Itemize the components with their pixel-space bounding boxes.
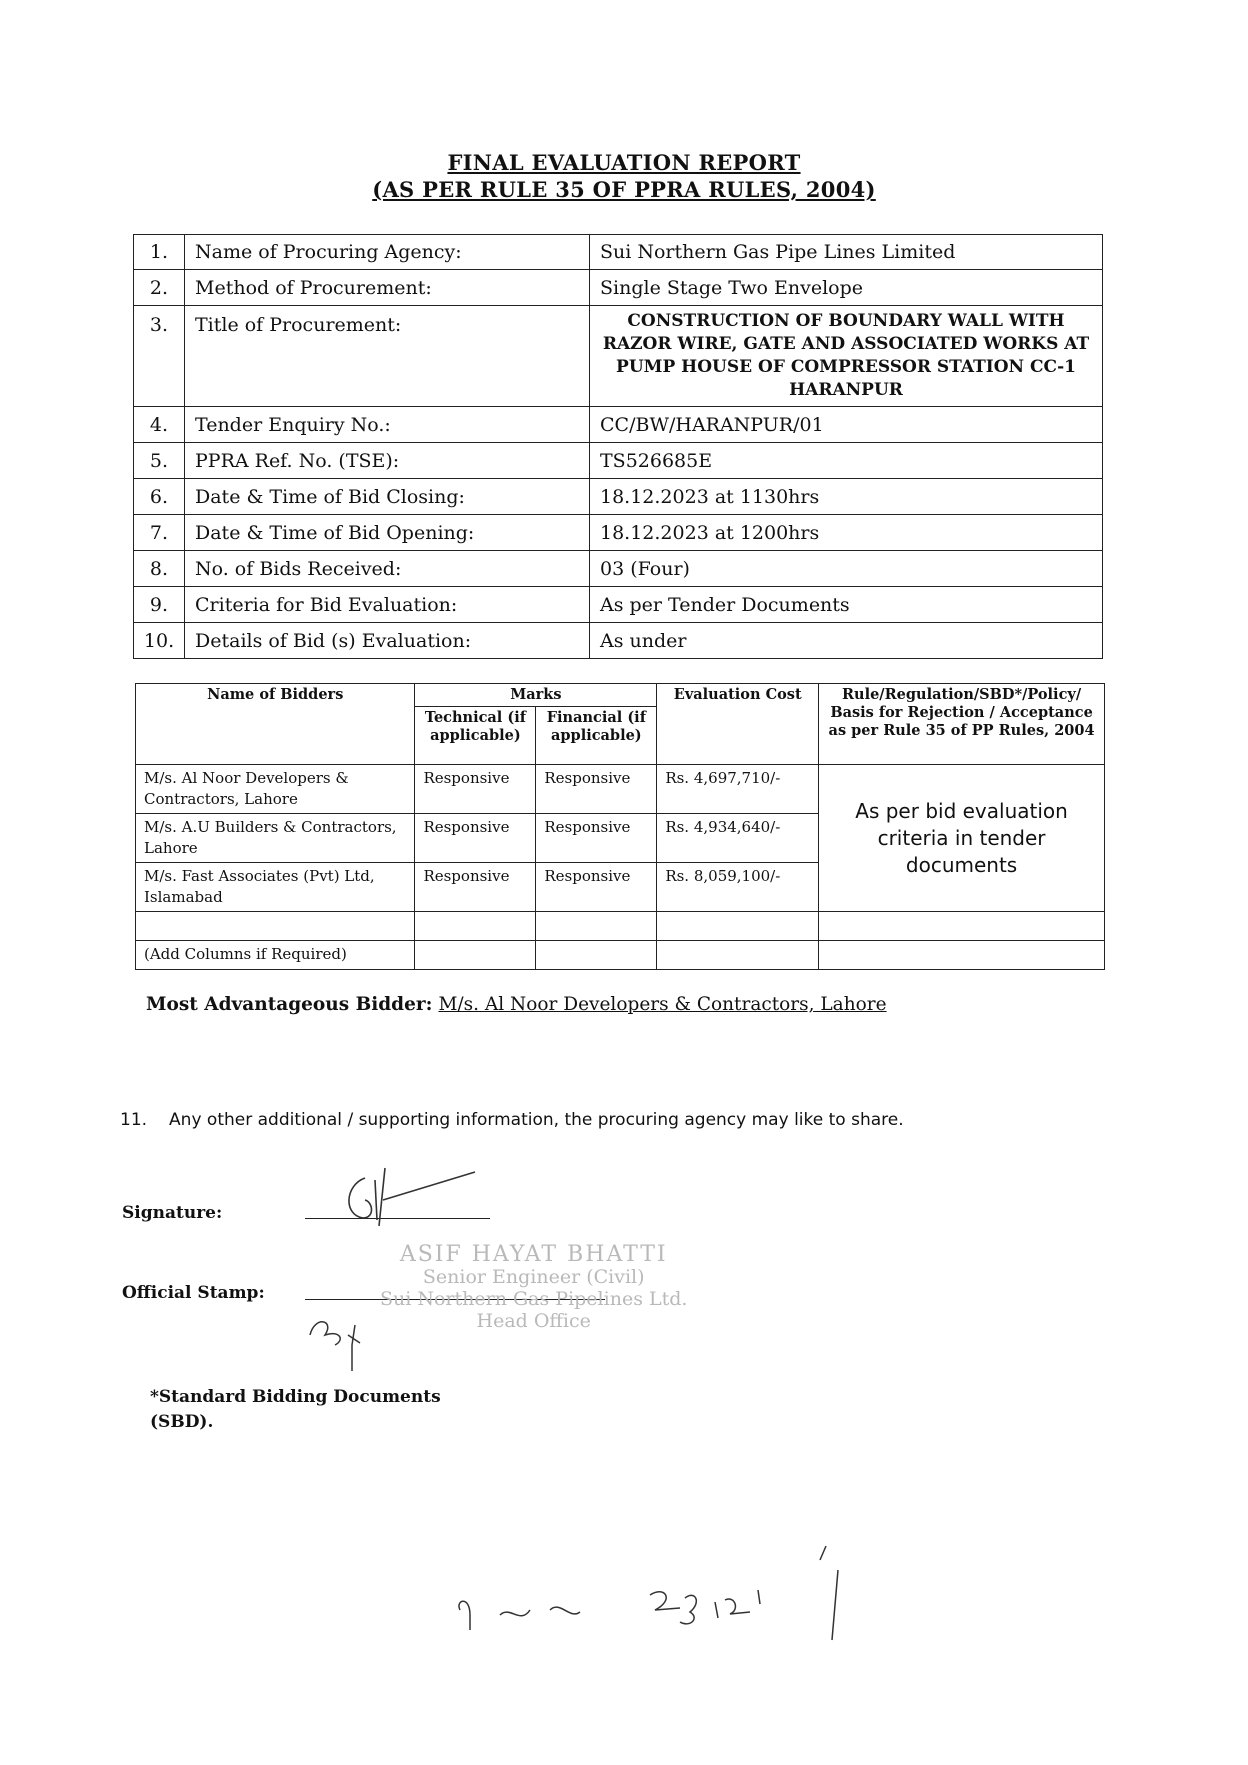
header-name-of-bidders: Name of Bidders (136, 684, 415, 765)
evaluation-cost: Rs. 8,059,100/- (657, 863, 819, 912)
field-value: 18.12.2023 at 1200hrs (590, 515, 1103, 551)
header-marks: Marks (415, 684, 657, 707)
field-label: Details of Bid (s) Evaluation: (185, 623, 590, 659)
bidder-name: M/s. Al Noor Developers & Contractors, Lahore (136, 765, 415, 814)
field-value: Sui Northern Gas Pipe Lines Limited (590, 235, 1103, 270)
stamp-company: Sui Northern Gas Pipelines Ltd. (380, 1288, 688, 1310)
stamp-name: ASIF HAYAT BHATTI (399, 1242, 668, 1267)
signature-scribble (335, 1160, 495, 1230)
procurement-info-table (133, 234, 1103, 659)
info-row (134, 515, 1103, 551)
sbd-footnote (150, 1385, 441, 1435)
footnote-line2: (SBD). (150, 1412, 214, 1432)
row-number: 3. (134, 306, 185, 407)
field-value: As per Tender Documents (590, 587, 1103, 623)
row-number: 9. (134, 587, 185, 623)
info-row (134, 235, 1103, 270)
empty-row (136, 912, 1105, 941)
row-number: 4. (134, 407, 185, 443)
field-label: Date & Time of Bid Closing: (185, 479, 590, 515)
official-stamp-label: Official Stamp: (122, 1283, 265, 1303)
report-subtitle: (AS PER RULE 35 OF PPRA RULES, 2004) (372, 177, 876, 202)
field-value: 03 (Four) (590, 551, 1103, 587)
most-advantageous-bidder (146, 994, 887, 1015)
footnote-line1: *Standard Bidding Documents (150, 1387, 441, 1407)
header-financial: Financial (if applicable) (536, 707, 657, 765)
report-title: FINAL EVALUATION REPORT (447, 150, 801, 175)
field-label: No. of Bids Received: (185, 551, 590, 587)
bids-evaluation-table (135, 683, 1105, 970)
field-label: Criteria for Bid Evaluation: (185, 587, 590, 623)
field-label: Name of Procuring Agency: (185, 235, 590, 270)
most-advantageous-label: Most Advantageous Bidder: (146, 994, 433, 1015)
technical-status: Responsive (415, 765, 536, 814)
financial-status: Responsive (536, 814, 657, 863)
field-value: 18.12.2023 at 1130hrs (590, 479, 1103, 515)
bidder-name: M/s. Fast Associates (Pvt) Ltd, Islamabad (136, 863, 415, 912)
table-row (136, 941, 1105, 970)
row-number: 10. (134, 623, 185, 659)
field-label: Title of Procurement: (185, 306, 590, 407)
signature-label: Signature: (122, 1203, 223, 1223)
financial-status: Responsive (536, 863, 657, 912)
field-value: As under (590, 623, 1103, 659)
initials-scribble (300, 1305, 380, 1375)
handwritten-note (440, 1540, 960, 1660)
row-number: 6. (134, 479, 185, 515)
info-row (134, 306, 1103, 407)
additional-info (120, 1110, 904, 1130)
field-label: Date & Time of Bid Opening: (185, 515, 590, 551)
info-row (134, 270, 1103, 306)
financial-status: Responsive (536, 765, 657, 814)
evaluation-cost: Rs. 4,934,640/- (657, 814, 819, 863)
additional-info-number: 11. (120, 1110, 148, 1130)
info-row (134, 551, 1103, 587)
additional-info-text: Any other additional / supporting information, the procuring agency may like to share. (169, 1110, 904, 1130)
technical-status: Responsive (415, 814, 536, 863)
rejection-basis-text: As per bid evaluation criteria in tender documents (819, 765, 1105, 912)
technical-status: Responsive (415, 863, 536, 912)
info-row (134, 479, 1103, 515)
stamp-office: Head Office (476, 1310, 591, 1332)
field-label: Method of Procurement: (185, 270, 590, 306)
row-number: 7. (134, 515, 185, 551)
row-number: 2. (134, 270, 185, 306)
header-technical: Technical (if applicable) (415, 707, 536, 765)
procurement-title: CONSTRUCTION OF BOUNDARY WALL WITH RAZOR WIRE, GATE AND ASSOCIATED WORKS AT PUMP HOUSE OF COMPRESSOR STATION CC-1 HARANPUR (590, 306, 1103, 407)
info-row (134, 407, 1103, 443)
row-number: 1. (134, 235, 185, 270)
header-evaluation-cost: Evaluation Cost (657, 684, 819, 765)
field-label: Tender Enquiry No.: (185, 407, 590, 443)
most-advantageous-value: M/s. Al Noor Developers & Contractors, Lahore (438, 994, 887, 1015)
info-row (134, 587, 1103, 623)
table-row (136, 765, 1105, 814)
field-value: TS526685E (590, 443, 1103, 479)
field-label: PPRA Ref. No. (TSE): (185, 443, 590, 479)
stamp-designation: Senior Engineer (Civil) (422, 1266, 645, 1288)
add-columns-note: (Add Columns if Required) (136, 941, 415, 970)
evaluation-cost: Rs. 4,697,710/- (657, 765, 819, 814)
field-value: Single Stage Two Envelope (590, 270, 1103, 306)
bidder-name: M/s. A.U Builders & Contractors, Lahore (136, 814, 415, 863)
row-number: 5. (134, 443, 185, 479)
official-stamp (380, 1244, 687, 1332)
info-row (134, 443, 1103, 479)
field-value: CC/BW/HARANPUR/01 (590, 407, 1103, 443)
row-number: 8. (134, 551, 185, 587)
info-row (134, 623, 1103, 659)
header-rejection-basis: Rule/Regulation/SBD*/Policy/ Basis for Rejection / Acceptance as per Rule 35 of PP Rules, 2004 (819, 684, 1105, 765)
